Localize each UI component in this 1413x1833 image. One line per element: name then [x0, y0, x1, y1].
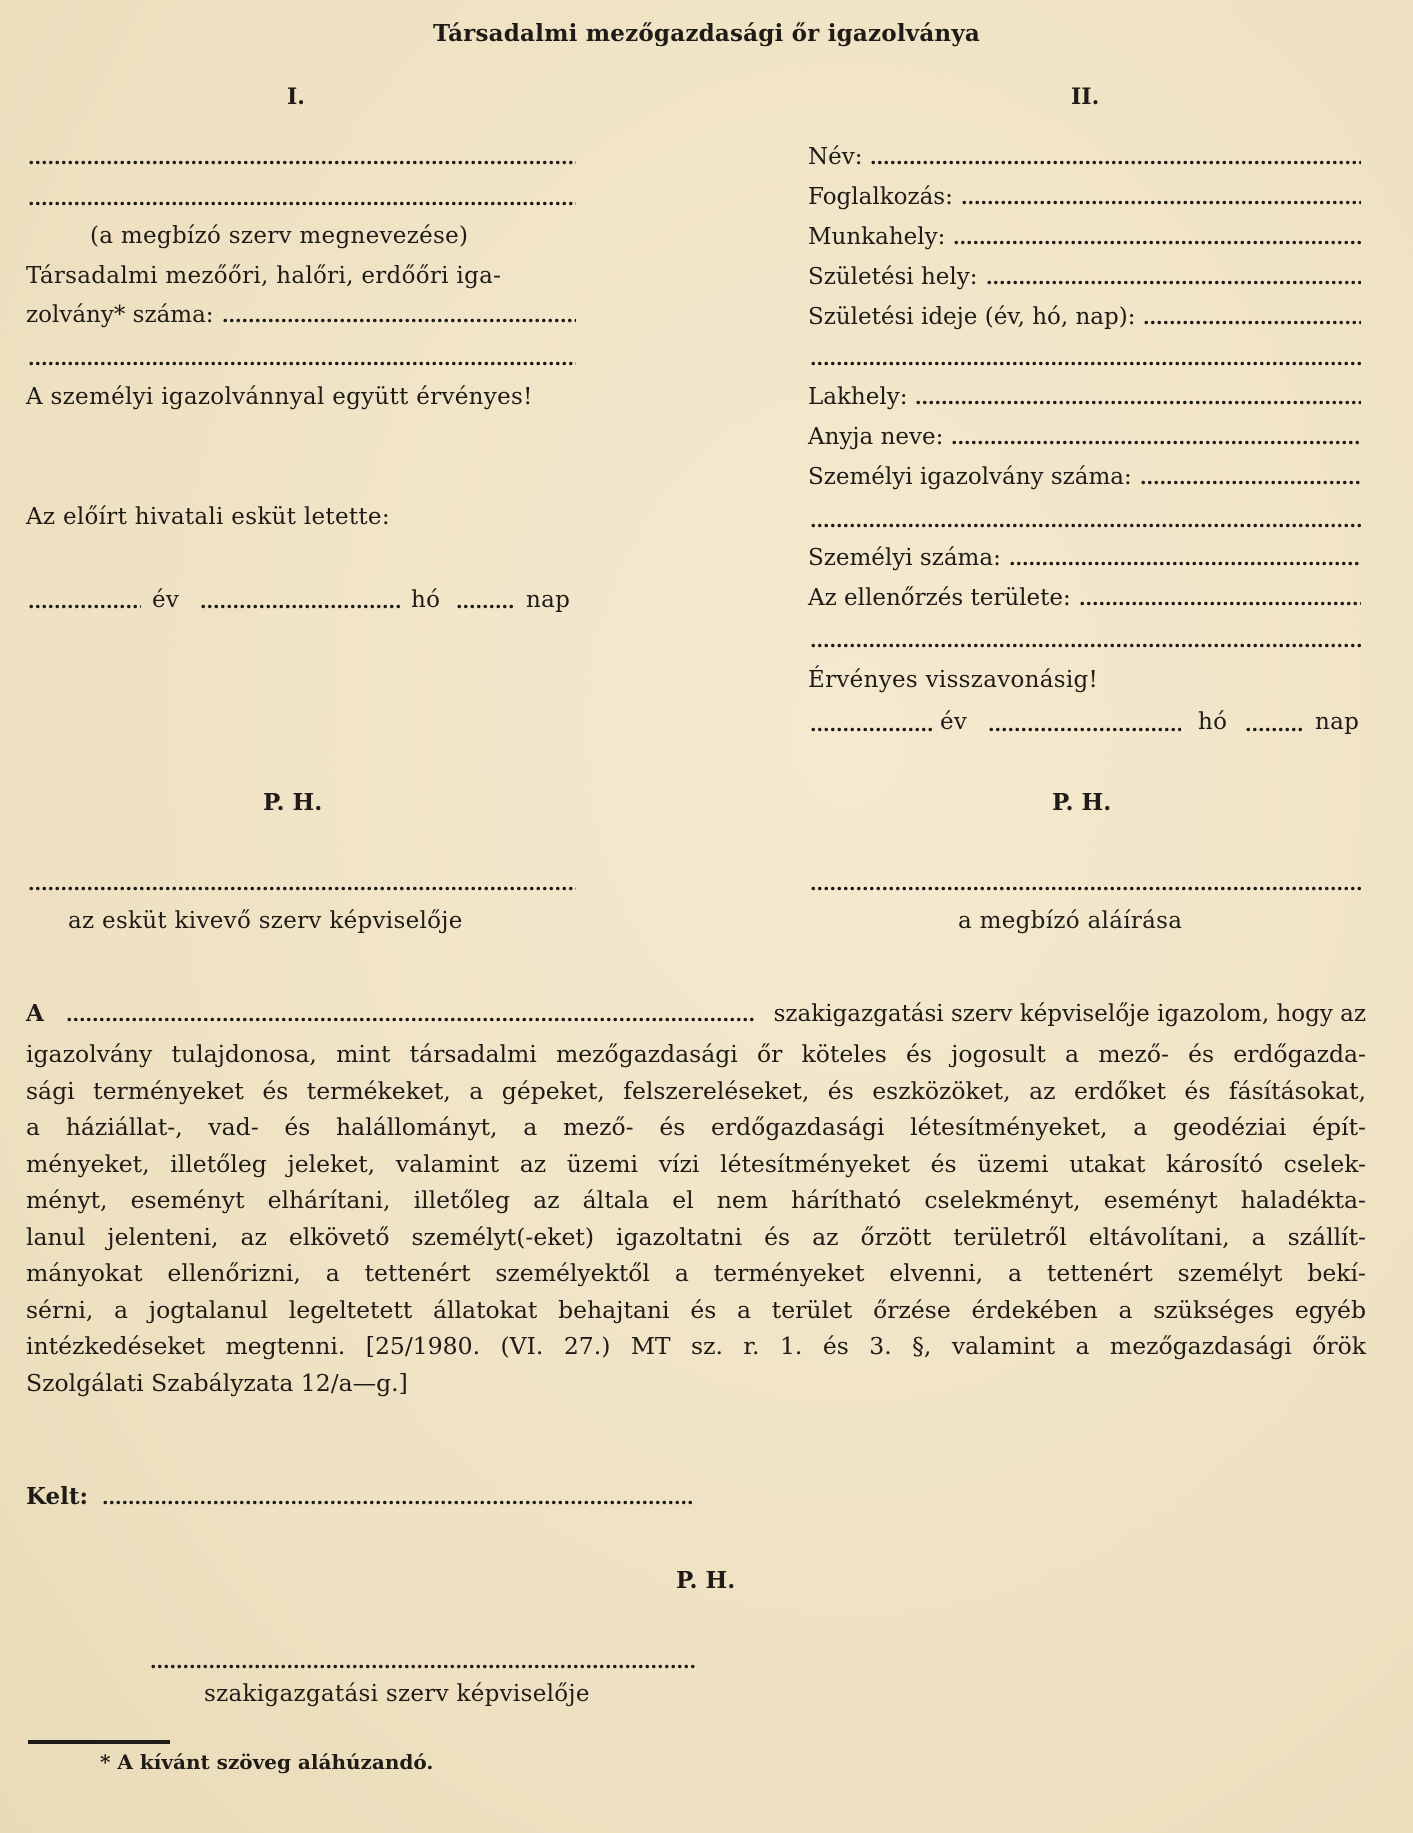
- oath-signature-line[interactable]: [28, 886, 576, 891]
- bottom-signature-caption: szakigazgatási szerv képviselője: [204, 1681, 590, 1707]
- field-row-control-area: [808, 585, 1361, 611]
- valid-until-label: Érvényes visszavonásig!: [808, 667, 1099, 693]
- certification-line: a háziállat-, vad- és halállományt, a mező- és erdőgazdasági létesítményeket, a geodéziai épít-: [26, 1113, 1366, 1141]
- field-input-birthplace[interactable]: [986, 280, 1361, 285]
- certification-line: sérni, a jogtalanul legeltetett állatokat behajtani és a terület őrzése érdekében a szükséges egyéb: [26, 1295, 1366, 1324]
- field-label-control-area: Az ellenőrzés területe:: [808, 585, 1071, 611]
- field-row-name: [808, 144, 1361, 170]
- oath-year-field[interactable]: [28, 604, 141, 609]
- oath-label: Az előírt hivatali esküt letette:: [26, 504, 390, 530]
- field-row-occupation: [808, 184, 1361, 210]
- certification-first-line: [26, 1000, 1366, 1027]
- field-label-birthdate: Születési ideje (év, hó, nap):: [808, 304, 1136, 330]
- id-number-row: [26, 302, 576, 328]
- field-label-personal-number: Személyi száma:: [808, 545, 1001, 571]
- certification-lead-tail: szakigazgatási szerv képviselője igazolom, hogy az: [773, 1001, 1366, 1027]
- id-number-field[interactable]: [222, 318, 576, 323]
- field-label-birthplace: Születési hely:: [808, 264, 978, 290]
- valid-year-field[interactable]: [810, 727, 932, 732]
- field-row-personal-id-card: [808, 464, 1361, 490]
- field-input-birthdate-cont[interactable]: [810, 361, 1361, 366]
- id-label-line-2: zolvány* száma:: [26, 302, 214, 328]
- field-input-birthdate[interactable]: [1143, 320, 1361, 325]
- oath-signature-caption: az esküt kivevő szerv képviselője: [68, 908, 463, 934]
- valid-month-label: hó: [1198, 709, 1228, 735]
- field-row-birthplace: [808, 264, 1361, 290]
- field-row-residence: [808, 384, 1361, 410]
- org-name-line-1[interactable]: [28, 160, 576, 165]
- certification-body: [26, 1036, 1366, 1401]
- oath-year-label: év: [152, 587, 180, 613]
- stamp-placeholder-bottom: P. H.: [676, 1567, 736, 1594]
- certification-line: lanul jelenteni, az elkövető személyt(-eket) igazoltatni és az őrzött területről eltávolítani, a szállít-: [26, 1222, 1366, 1251]
- field-row-birthdate: [808, 304, 1361, 330]
- certification-line: Szolgálati Szabályzata 12/a—g.]: [26, 1368, 408, 1397]
- field-label-occupation: Foglalkozás:: [808, 184, 953, 210]
- field-input-workplace[interactable]: [953, 240, 1361, 245]
- field-label-mother-name: Anyja neve:: [808, 424, 944, 450]
- valid-day-label: nap: [1315, 709, 1360, 735]
- footnote: * A kívánt szöveg aláhúzandó.: [100, 1750, 434, 1774]
- field-input-residence[interactable]: [915, 400, 1361, 405]
- field-input-mother-name[interactable]: [951, 440, 1361, 445]
- field-row-mother-name: [808, 424, 1361, 450]
- field-input-personal-id-card[interactable]: [1140, 480, 1361, 485]
- bottom-signature-line[interactable]: [150, 1664, 695, 1669]
- id-number-line-2[interactable]: [28, 361, 576, 366]
- section-heading-right: II.: [1071, 84, 1100, 110]
- stamp-placeholder-right: P. H.: [1052, 789, 1112, 816]
- oath-day-field[interactable]: [456, 604, 515, 609]
- certification-line: sági terményeket és termékeket, a gépeket, felszereléseket, és eszközöket, az erdőket és fásításokat,: [26, 1076, 1366, 1105]
- certification-line: mányokat ellenőrizni, a tettenért személyektől a terményeket elvenni, a tettenért személyt bekí-: [26, 1259, 1366, 1287]
- oath-month-label: hó: [411, 587, 441, 613]
- valid-month-field[interactable]: [988, 727, 1181, 732]
- field-input-name[interactable]: [870, 160, 1361, 165]
- field-row-personal-number: [808, 545, 1361, 571]
- certification-line: ményt, eseményt elhárítani, illetőleg az általa el nem hárítható cselekményt, eseményt haladékta-: [26, 1186, 1366, 1214]
- field-input-control-area-cont[interactable]: [810, 643, 1361, 648]
- kelt-row: [26, 1483, 694, 1510]
- footnote-divider: [28, 1740, 170, 1744]
- field-input-personal-number[interactable]: [1009, 561, 1361, 566]
- principal-signature-line[interactable]: [810, 886, 1361, 891]
- field-label-personal-id-card: Személyi igazolvány száma:: [808, 464, 1132, 490]
- field-input-control-area[interactable]: [1079, 601, 1361, 606]
- org-name-line-2[interactable]: [28, 201, 576, 206]
- certification-line: intézkedéseket megtenni. [25/1980. (VI. 27.) MT sz. r. 1. és 3. §, valamint a mezőgazdasági őrök: [26, 1332, 1366, 1360]
- certifying-body-field[interactable]: [66, 1017, 756, 1022]
- kelt-field[interactable]: [102, 1500, 694, 1505]
- id-label-line-1: Társadalmi mezőőri, halőri, erdőőri iga-: [26, 263, 502, 289]
- certification-line: ményeket, illetőleg jeleket, valamint az üzemi vízi létesítményeket és üzemi utakat károsító cselek-: [26, 1149, 1366, 1178]
- field-row-workplace: [808, 224, 1361, 250]
- field-label-name: Név:: [808, 144, 863, 170]
- org-caption: (a megbízó szerv megnevezése): [90, 223, 469, 249]
- stamp-placeholder-left: P. H.: [263, 789, 323, 816]
- field-input-occupation[interactable]: [961, 200, 1361, 205]
- valid-day-field[interactable]: [1245, 727, 1305, 732]
- certification-line: igazolvány tulajdonosa, mint társadalmi mezőgazdasági őr köteles és jogosult a mező- és erdőgazda-: [26, 1040, 1366, 1068]
- section-heading-left: I.: [287, 84, 305, 110]
- oath-month-field[interactable]: [200, 604, 402, 609]
- field-label-workplace: Munkahely:: [808, 224, 946, 250]
- valid-year-label: év: [940, 709, 968, 735]
- field-input-personal-id-card-cont[interactable]: [810, 523, 1361, 528]
- field-label-residence: Lakhely:: [808, 384, 908, 410]
- valid-note: A személyi igazolvánnyal együtt érvényes!: [26, 384, 533, 410]
- principal-signature-caption: a megbízó aláírása: [958, 908, 1183, 934]
- document-title: Társadalmi mezőgazdasági őr igazolványa: [432, 20, 981, 47]
- certification-lead: A: [26, 1000, 44, 1027]
- oath-day-label: nap: [526, 587, 571, 613]
- kelt-label: Kelt:: [26, 1483, 88, 1510]
